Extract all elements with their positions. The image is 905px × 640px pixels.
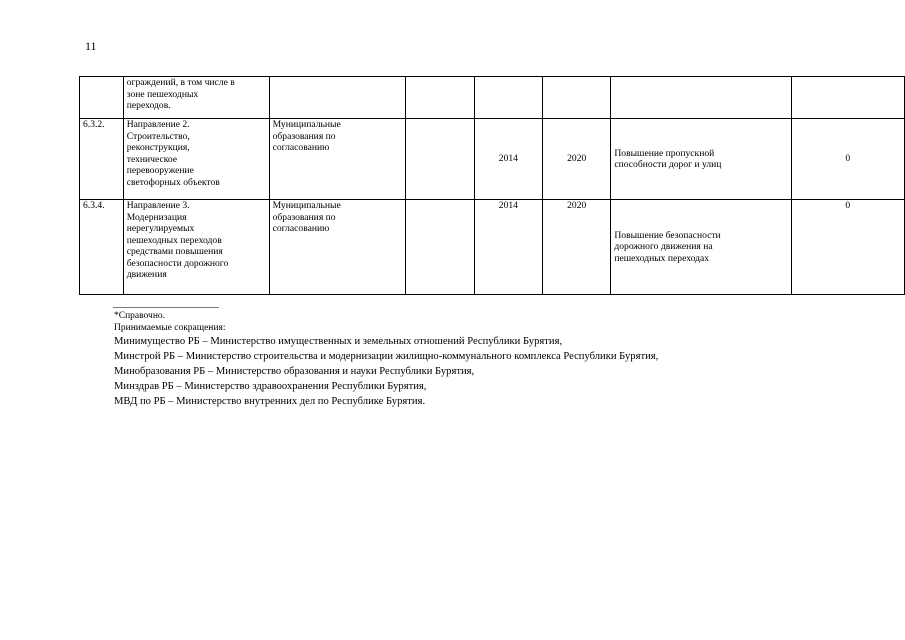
empty-cell	[405, 200, 474, 295]
abbreviations-list	[114, 334, 658, 409]
abbreviation-item: Минстрой РБ – Министерство строительства и модернизации жилищно-коммунального комплекса Республики Бурятия,	[114, 351, 659, 362]
start-year-cell	[474, 77, 542, 119]
value-cell: 0	[791, 200, 904, 295]
value-cell: 0	[791, 119, 904, 200]
start-year-cell: 2014	[474, 200, 542, 295]
empty-cell	[405, 77, 474, 119]
executor-cell: Муниципальные образования по согласованию	[269, 200, 405, 295]
measure-cell: Направление 3. Модернизация нерегулируемых пешеходных переходов средствами повышения безопасности дорожного движения	[123, 200, 269, 295]
abbreviation-item: МВД по РБ – Министерство внутренних дел по Республике Бурятия.	[114, 396, 426, 407]
row-number-cell: 6.3.4.	[80, 200, 124, 295]
executor-cell: Муниципальные образования по согласованию	[269, 119, 405, 200]
table-row	[80, 119, 905, 200]
page-number: 11	[85, 39, 97, 53]
abbreviation-item: Минобразования РБ – Министерство образования и науки Республики Бурятия,	[114, 366, 475, 377]
result-cell: Повышение пропускной способности дорог и улиц	[611, 119, 791, 200]
result-cell	[611, 77, 791, 119]
footnote-divider	[113, 307, 219, 308]
abbreviations-title: Принимаемые сокращения:	[114, 323, 226, 333]
end-year-cell	[543, 77, 611, 119]
table-row	[80, 200, 905, 295]
abbreviation-item: Минздрав РБ – Министерство здравоохранения Республики Бурятия,	[114, 381, 427, 392]
row-number-cell: 6.3.2.	[80, 119, 124, 200]
row-number-cell	[80, 77, 124, 119]
empty-cell	[405, 119, 474, 200]
measure-cell: Направление 2. Строительство, реконструкция, техническое перевооружение светофорных объектов	[123, 119, 269, 200]
measure-cell: ограждений, в том числе в зоне пешеходных переходов.	[123, 77, 269, 119]
value-cell	[791, 77, 904, 119]
start-year-cell: 2014	[474, 119, 542, 200]
end-year-cell: 2020	[543, 119, 611, 200]
result-cell: Повышение безопасности дорожного движения на пешеходных переходах	[611, 200, 791, 295]
asterisk-note: *Справочно.	[114, 311, 166, 321]
table-row	[80, 77, 905, 119]
executor-cell	[269, 77, 405, 119]
footnote	[114, 310, 226, 334]
end-year-cell: 2020	[543, 200, 611, 295]
abbreviation-item: Минимущество РБ – Министерство имущественных и земельных отношений Республики Бурятия,	[114, 336, 563, 347]
measures-table	[79, 76, 905, 295]
